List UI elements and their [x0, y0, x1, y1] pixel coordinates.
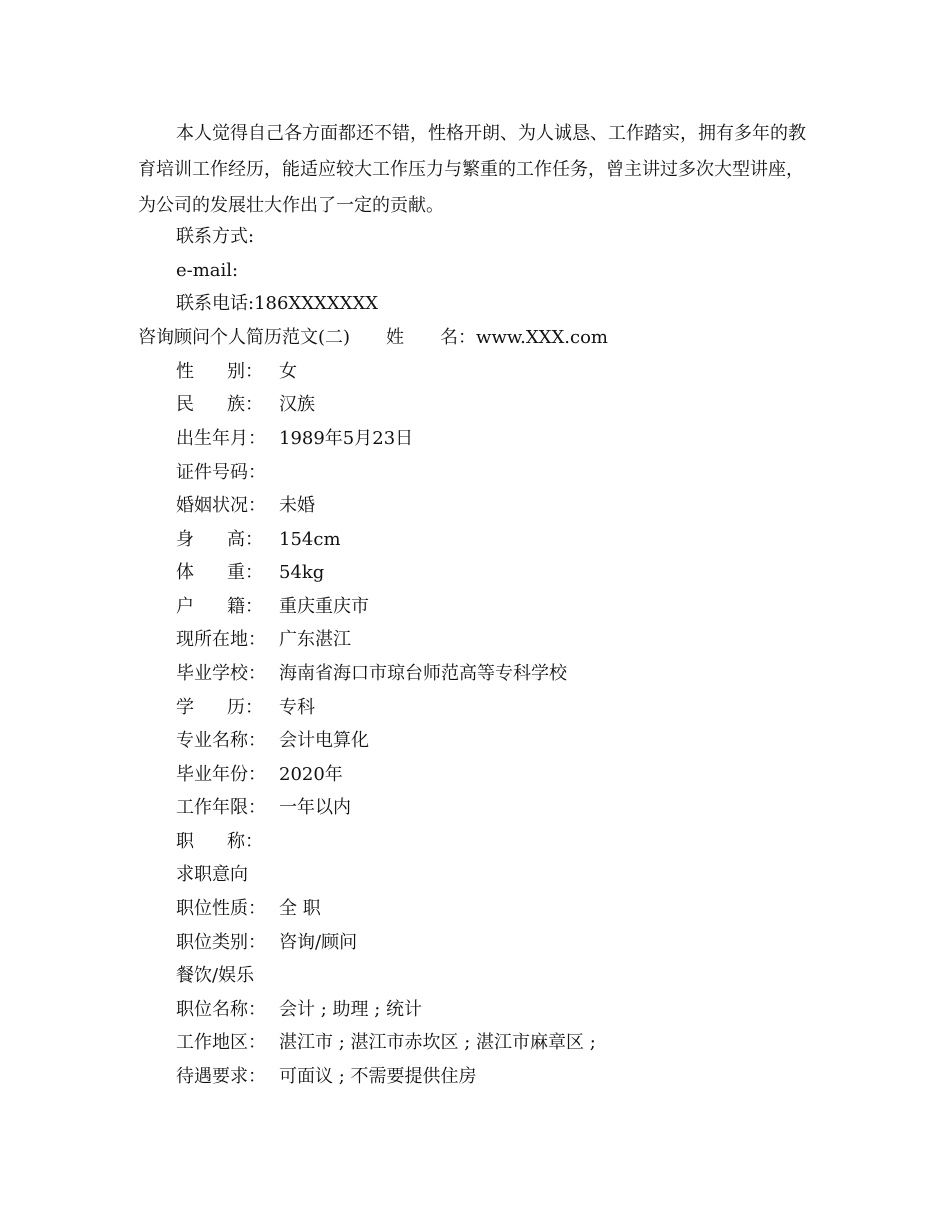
field-value-gender: 女 [279, 361, 297, 382]
field-label-salary: 待遇要求： [176, 1066, 266, 1087]
field-label-weight: 体 重： [176, 562, 263, 583]
field-label-height: 身 高： [176, 529, 263, 550]
field-label-job-category: 职位类别： [176, 932, 266, 953]
field-value-job-category: 咨询/顾问 [279, 932, 358, 953]
field-label-school: 毕业学校： [176, 663, 266, 684]
field-value-work-area: 湛江市 ; 湛江市赤坎区 ; 湛江市麻章区 ; [279, 1032, 596, 1053]
field-label-major: 专业名称： [176, 730, 266, 751]
field-label-education: 学 历： [176, 697, 263, 718]
field-value-work-years: 一年以内 [279, 797, 351, 818]
field-value-hukou: 重庆重庆市 [279, 596, 369, 617]
field-value-height: 154cm [279, 529, 341, 550]
field-value-weight: 54kg [279, 562, 325, 583]
field-label-hukou: 户 籍： [176, 596, 263, 617]
field-value-job-type: 全 职 [279, 898, 321, 919]
field-value-marital-status: 未婚 [279, 495, 315, 516]
field-label-marital-status: 婚姻状况： [176, 495, 266, 516]
field-label-graduation-year: 毕业年份： [176, 764, 266, 785]
field-label-work-area: 工作地区： [176, 1032, 266, 1053]
field-label-birthdate: 出生年月： [176, 428, 266, 449]
field-value-school: 海南省海口市琼台师范高等专科学校 [279, 663, 567, 684]
field-label-current-location: 现所在地： [176, 629, 266, 650]
contact-email: e-mail: [176, 260, 239, 281]
field-value-position-name: 会计 ; 助理 ; 统计 [279, 999, 423, 1020]
field-value-ethnicity: 汉族 [279, 394, 315, 415]
field-value-graduation-year: 2020年 [279, 764, 343, 785]
job-intention-heading: 求职意向 [176, 864, 248, 885]
contact-phone: 联系电话:186XXXXXXX [176, 293, 379, 314]
field-value-birthdate: 1989年5月23日 [279, 428, 414, 449]
field-label-gender: 性 别： [176, 361, 263, 382]
field-value-salary: 可面议 ; 不需要提供住房 [279, 1066, 477, 1087]
job-category-extra: 餐饮/娱乐 [176, 965, 255, 986]
field-label-job-type: 职位性质： [176, 898, 266, 919]
field-value-current-location: 广东湛江 [279, 629, 351, 650]
field-label-title: 职 称： [176, 831, 263, 852]
field-label-ethnicity: 民 族： [176, 394, 263, 415]
field-label-work-years: 工作年限： [176, 797, 266, 818]
contact-heading: 联系方式: [176, 226, 255, 247]
field-value-education: 专科 [279, 697, 315, 718]
field-value-major: 会计电算化 [279, 730, 369, 751]
field-label-position-name: 职位名称： [176, 999, 266, 1020]
intro-paragraph: 本人觉得自己各方面都还不错，性格开朗、为人诚恳、工作踏实，拥有多年的教育培训工作经历，能适应较大工作压力与繁重的工作任务，曾主讲过多次大型讲座，为公司的发展壮大作出了一定的贡献。 [138, 123, 806, 216]
field-label-id-number: 证件号码： [176, 462, 266, 483]
resume-title-line: 咨询顾问个人简历范文(二) 姓 名：www.XXX.com [138, 327, 609, 348]
